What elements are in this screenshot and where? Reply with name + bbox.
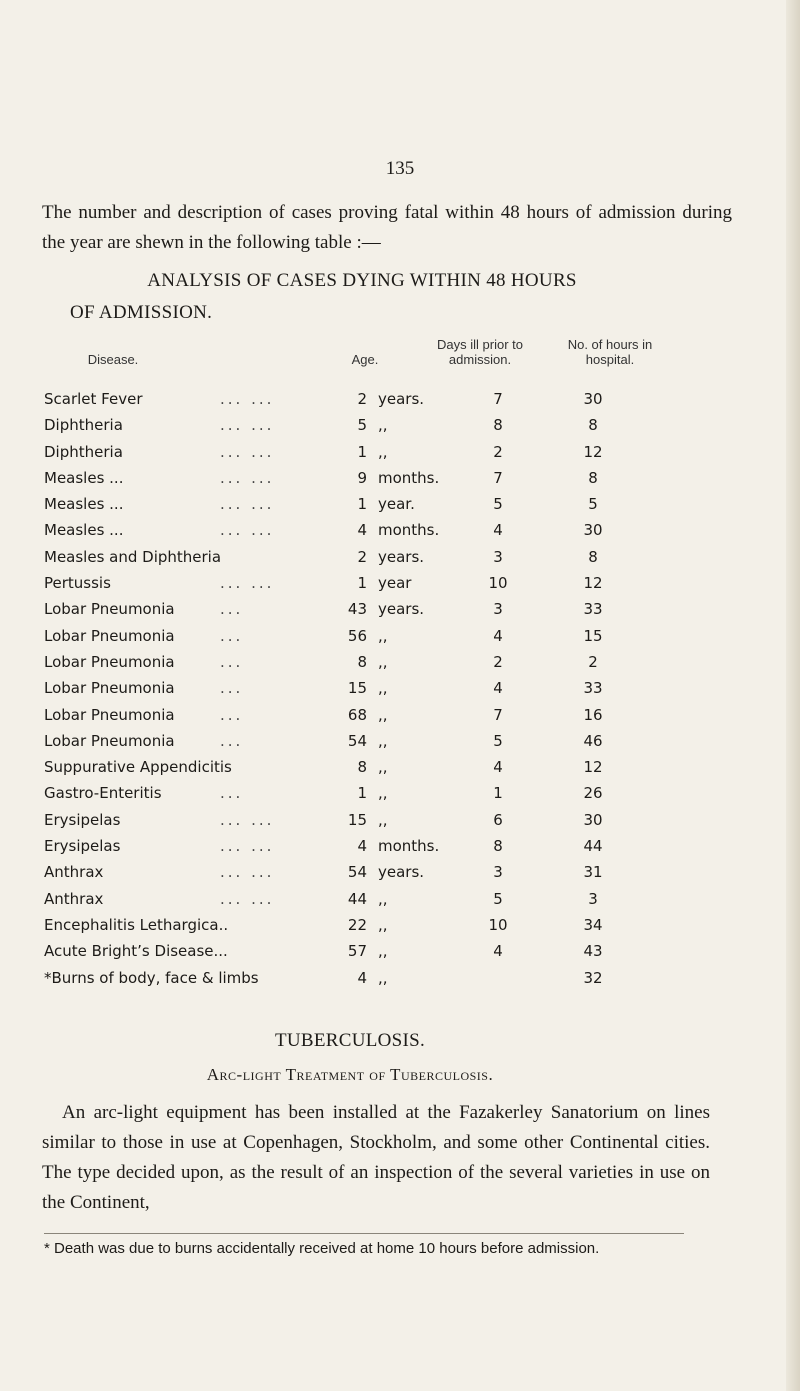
- age-value-cell: 9: [357, 468, 367, 487]
- age-unit-cell: ,,: [378, 758, 388, 777]
- leader-dots: ... ...: [220, 810, 275, 829]
- disease-cell: Measles ...: [44, 495, 124, 514]
- days-ill-cell: 7: [493, 705, 503, 724]
- hours-in-hospital-cell: 16: [583, 705, 603, 724]
- leader-dots: ...: [220, 705, 244, 724]
- disease-cell: Lobar Pneumonia: [44, 679, 175, 698]
- intro-paragraph: The number and description of cases proving fatal within 48 hours of admission during the year are shewn in the following table :—: [42, 202, 732, 253]
- age-unit-cell: ,,: [378, 810, 388, 829]
- leader-dots: ...: [220, 731, 244, 750]
- hours-in-hospital-cell: 44: [583, 837, 603, 856]
- age-unit-cell: months.: [378, 468, 440, 487]
- table-row: [0, 574, 800, 600]
- disease-cell: Diphtheria: [44, 442, 123, 461]
- column-header-age: Age.: [351, 352, 379, 367]
- days-ill-cell: 8: [493, 416, 503, 435]
- age-value-cell: 43: [347, 600, 367, 619]
- hours-in-hospital-cell: 26: [583, 784, 603, 803]
- hours-in-hospital-cell: 32: [583, 968, 603, 987]
- days-ill-cell: 10: [488, 915, 508, 934]
- age-unit-cell: ,,: [378, 942, 388, 961]
- age-value-cell: 54: [347, 863, 367, 882]
- hours-in-hospital-cell: 33: [583, 679, 603, 698]
- hours-in-hospital-cell: 33: [583, 600, 603, 619]
- disease-cell: Lobar Pneumonia: [44, 600, 175, 619]
- days-ill-cell: 3: [493, 863, 503, 882]
- leader-dots: ... ...: [220, 390, 275, 408]
- hours-in-hospital-cell: 12: [583, 758, 603, 777]
- table-row: [0, 811, 800, 837]
- table-row: [0, 942, 800, 968]
- hours-in-hospital-cell: 31: [583, 863, 603, 882]
- age-value-cell: 56: [347, 626, 367, 645]
- hours-in-hospital-cell: 30: [583, 521, 603, 540]
- table-row: [0, 916, 800, 942]
- age-value-cell: 15: [347, 810, 367, 829]
- age-value-cell: 4: [357, 968, 367, 987]
- footnote-divider: [44, 1233, 684, 1234]
- hours-in-hospital-cell: 12: [583, 574, 603, 593]
- leader-dots: ... ...: [220, 574, 275, 593]
- age-unit-cell: year: [378, 574, 412, 593]
- hours-in-hospital-cell: 46: [583, 731, 603, 750]
- days-ill-cell: 4: [493, 679, 503, 698]
- disease-cell: Lobar Pneumonia: [44, 731, 175, 750]
- age-value-cell: 22: [347, 915, 367, 934]
- disease-cell: Diphtheria: [44, 416, 123, 435]
- table-row: [0, 837, 800, 863]
- age-value-cell: 1: [357, 442, 367, 461]
- age-unit-cell: months.: [378, 521, 440, 540]
- cases-table: [0, 390, 800, 995]
- table-title: ANALYSIS OF CASES DYING WITHIN 48 HOURS: [147, 270, 577, 291]
- days-ill-cell: 6: [493, 810, 503, 829]
- days-ill-cell: 3: [493, 600, 503, 619]
- table-row: [0, 495, 800, 521]
- table-row: [0, 521, 800, 547]
- hours-in-hospital-cell: 15: [583, 626, 603, 645]
- age-value-cell: 4: [357, 837, 367, 856]
- section-title: TUBERCULOSIS.: [274, 1030, 426, 1051]
- disease-cell: Measles and Diphtheria: [44, 547, 222, 566]
- age-value-cell: 2: [357, 547, 367, 566]
- days-ill-cell: 1: [493, 784, 503, 803]
- column-header-hours-in-hospital: No. of hours in hospital.: [567, 337, 653, 367]
- days-ill-cell: 7: [493, 468, 503, 487]
- leader-dots: ... ...: [220, 416, 275, 435]
- table-row: [0, 469, 800, 495]
- disease-cell: Erysipelas: [44, 837, 121, 856]
- age-value-cell: 44: [347, 889, 367, 908]
- age-unit-cell: ,,: [378, 679, 388, 698]
- table-row: [0, 443, 800, 469]
- leader-dots: ... ...: [220, 863, 275, 882]
- hours-in-hospital-cell: 34: [583, 915, 603, 934]
- age-unit-cell: ,,: [378, 652, 388, 671]
- age-unit-cell: ,,: [378, 731, 388, 750]
- age-unit-cell: ,,: [378, 442, 388, 461]
- table-title-continued: OF ADMISSION.: [70, 302, 213, 323]
- age-unit-cell: ,,: [378, 968, 388, 987]
- table-row: [0, 600, 800, 626]
- days-ill-cell: 4: [493, 626, 503, 645]
- table-row: [0, 390, 800, 416]
- age-unit-cell: years.: [378, 390, 425, 408]
- age-value-cell: 1: [357, 495, 367, 514]
- disease-cell: Anthrax: [44, 863, 104, 882]
- disease-cell: *Burns of body, face & limbs: [44, 968, 259, 987]
- hours-in-hospital-cell: 2: [588, 652, 598, 671]
- disease-cell: Gastro-Enteritis: [44, 784, 162, 803]
- days-ill-cell: 2: [493, 442, 503, 461]
- hours-in-hospital-cell: 5: [588, 495, 598, 514]
- days-ill-cell: 4: [493, 758, 503, 777]
- age-value-cell: 68: [347, 705, 367, 724]
- days-ill-cell: 2: [493, 652, 503, 671]
- age-unit-cell: months.: [378, 837, 440, 856]
- hours-in-hospital-cell: 8: [588, 416, 598, 435]
- days-ill-cell: 4: [493, 521, 503, 540]
- age-unit-cell: ,,: [378, 889, 388, 908]
- leader-dots: ... ...: [220, 521, 275, 540]
- age-unit-cell: ,,: [378, 915, 388, 934]
- leader-dots: ...: [220, 652, 244, 671]
- hours-in-hospital-cell: 43: [583, 942, 603, 961]
- table-row: [0, 969, 800, 995]
- disease-cell: Encephalitis Lethargica..: [44, 915, 229, 934]
- days-ill-cell: 7: [493, 390, 503, 408]
- column-header-disease: Disease.: [87, 352, 139, 367]
- age-value-cell: 15: [347, 679, 367, 698]
- table-row: [0, 706, 800, 732]
- days-ill-cell: 3: [493, 547, 503, 566]
- table-row: [0, 627, 800, 653]
- column-header-days-ill: Days ill prior to admission.: [437, 337, 523, 367]
- leader-dots: ...: [220, 679, 244, 698]
- page-number: 135: [385, 158, 415, 179]
- age-value-cell: 1: [357, 784, 367, 803]
- days-ill-cell: 8: [493, 837, 503, 856]
- age-value-cell: 1: [357, 574, 367, 593]
- days-ill-cell: 5: [493, 889, 503, 908]
- age-unit-cell: years.: [378, 547, 425, 566]
- table-row: [0, 732, 800, 758]
- leader-dots: ... ...: [220, 468, 275, 487]
- days-ill-cell: 5: [493, 495, 503, 514]
- table-row: [0, 784, 800, 810]
- table-row: [0, 548, 800, 574]
- age-unit-cell: ,,: [378, 626, 388, 645]
- disease-cell: Acute Bright’s Disease...: [44, 942, 228, 961]
- leader-dots: ... ...: [220, 889, 275, 908]
- age-value-cell: 54: [347, 731, 367, 750]
- disease-cell: Lobar Pneumonia: [44, 705, 175, 724]
- hours-in-hospital-cell: 30: [583, 390, 603, 408]
- leader-dots: ... ...: [220, 837, 275, 856]
- table-row: [0, 653, 800, 679]
- table-row: [0, 758, 800, 784]
- footnote: * Death was due to burns accidentally received at home 10 hours before admission.: [44, 1240, 600, 1257]
- age-unit-cell: ,,: [378, 705, 388, 724]
- age-value-cell: 57: [347, 942, 367, 961]
- leader-dots: ... ...: [220, 495, 275, 514]
- age-unit-cell: years.: [378, 600, 425, 619]
- disease-cell: Lobar Pneumonia: [44, 626, 175, 645]
- age-unit-cell: ,,: [378, 784, 388, 803]
- table-row: [0, 890, 800, 916]
- leader-dots: ... ...: [220, 442, 275, 461]
- disease-cell: Pertussis: [44, 574, 111, 593]
- table-row: [0, 679, 800, 705]
- age-value-cell: 8: [357, 652, 367, 671]
- age-value-cell: 5: [357, 416, 367, 435]
- disease-cell: Lobar Pneumonia: [44, 652, 175, 671]
- age-unit-cell: years.: [378, 863, 425, 882]
- hours-in-hospital-cell: 8: [588, 468, 598, 487]
- age-value-cell: 8: [357, 758, 367, 777]
- table-row: [0, 863, 800, 889]
- days-ill-cell: 10: [488, 574, 508, 593]
- age-value-cell: 4: [357, 521, 367, 540]
- body-paragraph: An arc-light equipment has been installed at the Fazakerley Sanatorium on lines similar to those in use at Copenhagen, Stockholm, and some other Continental cities. The type decided upon, as the result of an inspection of the several varieties in use on the Continent,: [42, 1102, 710, 1213]
- age-value-cell: 2: [357, 390, 367, 408]
- disease-cell: Measles ...: [44, 468, 124, 487]
- disease-cell: Measles ...: [44, 521, 124, 540]
- table-row: [0, 416, 800, 442]
- hours-in-hospital-cell: 3: [588, 889, 598, 908]
- hours-in-hospital-cell: 8: [588, 547, 598, 566]
- disease-cell: Anthrax: [44, 889, 104, 908]
- disease-cell: Scarlet Fever: [44, 390, 143, 408]
- disease-cell: Erysipelas: [44, 810, 121, 829]
- days-ill-cell: 5: [493, 731, 503, 750]
- subsection-title: Arc-light Treatment of Tuberculosis.: [206, 1065, 494, 1084]
- age-unit-cell: ,,: [378, 416, 388, 435]
- hours-in-hospital-cell: 30: [583, 810, 603, 829]
- leader-dots: ...: [220, 626, 244, 645]
- days-ill-cell: 4: [493, 942, 503, 961]
- leader-dots: ...: [220, 784, 244, 803]
- age-unit-cell: year.: [378, 495, 415, 514]
- disease-cell: Suppurative Appendicitis: [44, 758, 232, 777]
- leader-dots: ...: [220, 600, 244, 619]
- hours-in-hospital-cell: 12: [583, 442, 603, 461]
